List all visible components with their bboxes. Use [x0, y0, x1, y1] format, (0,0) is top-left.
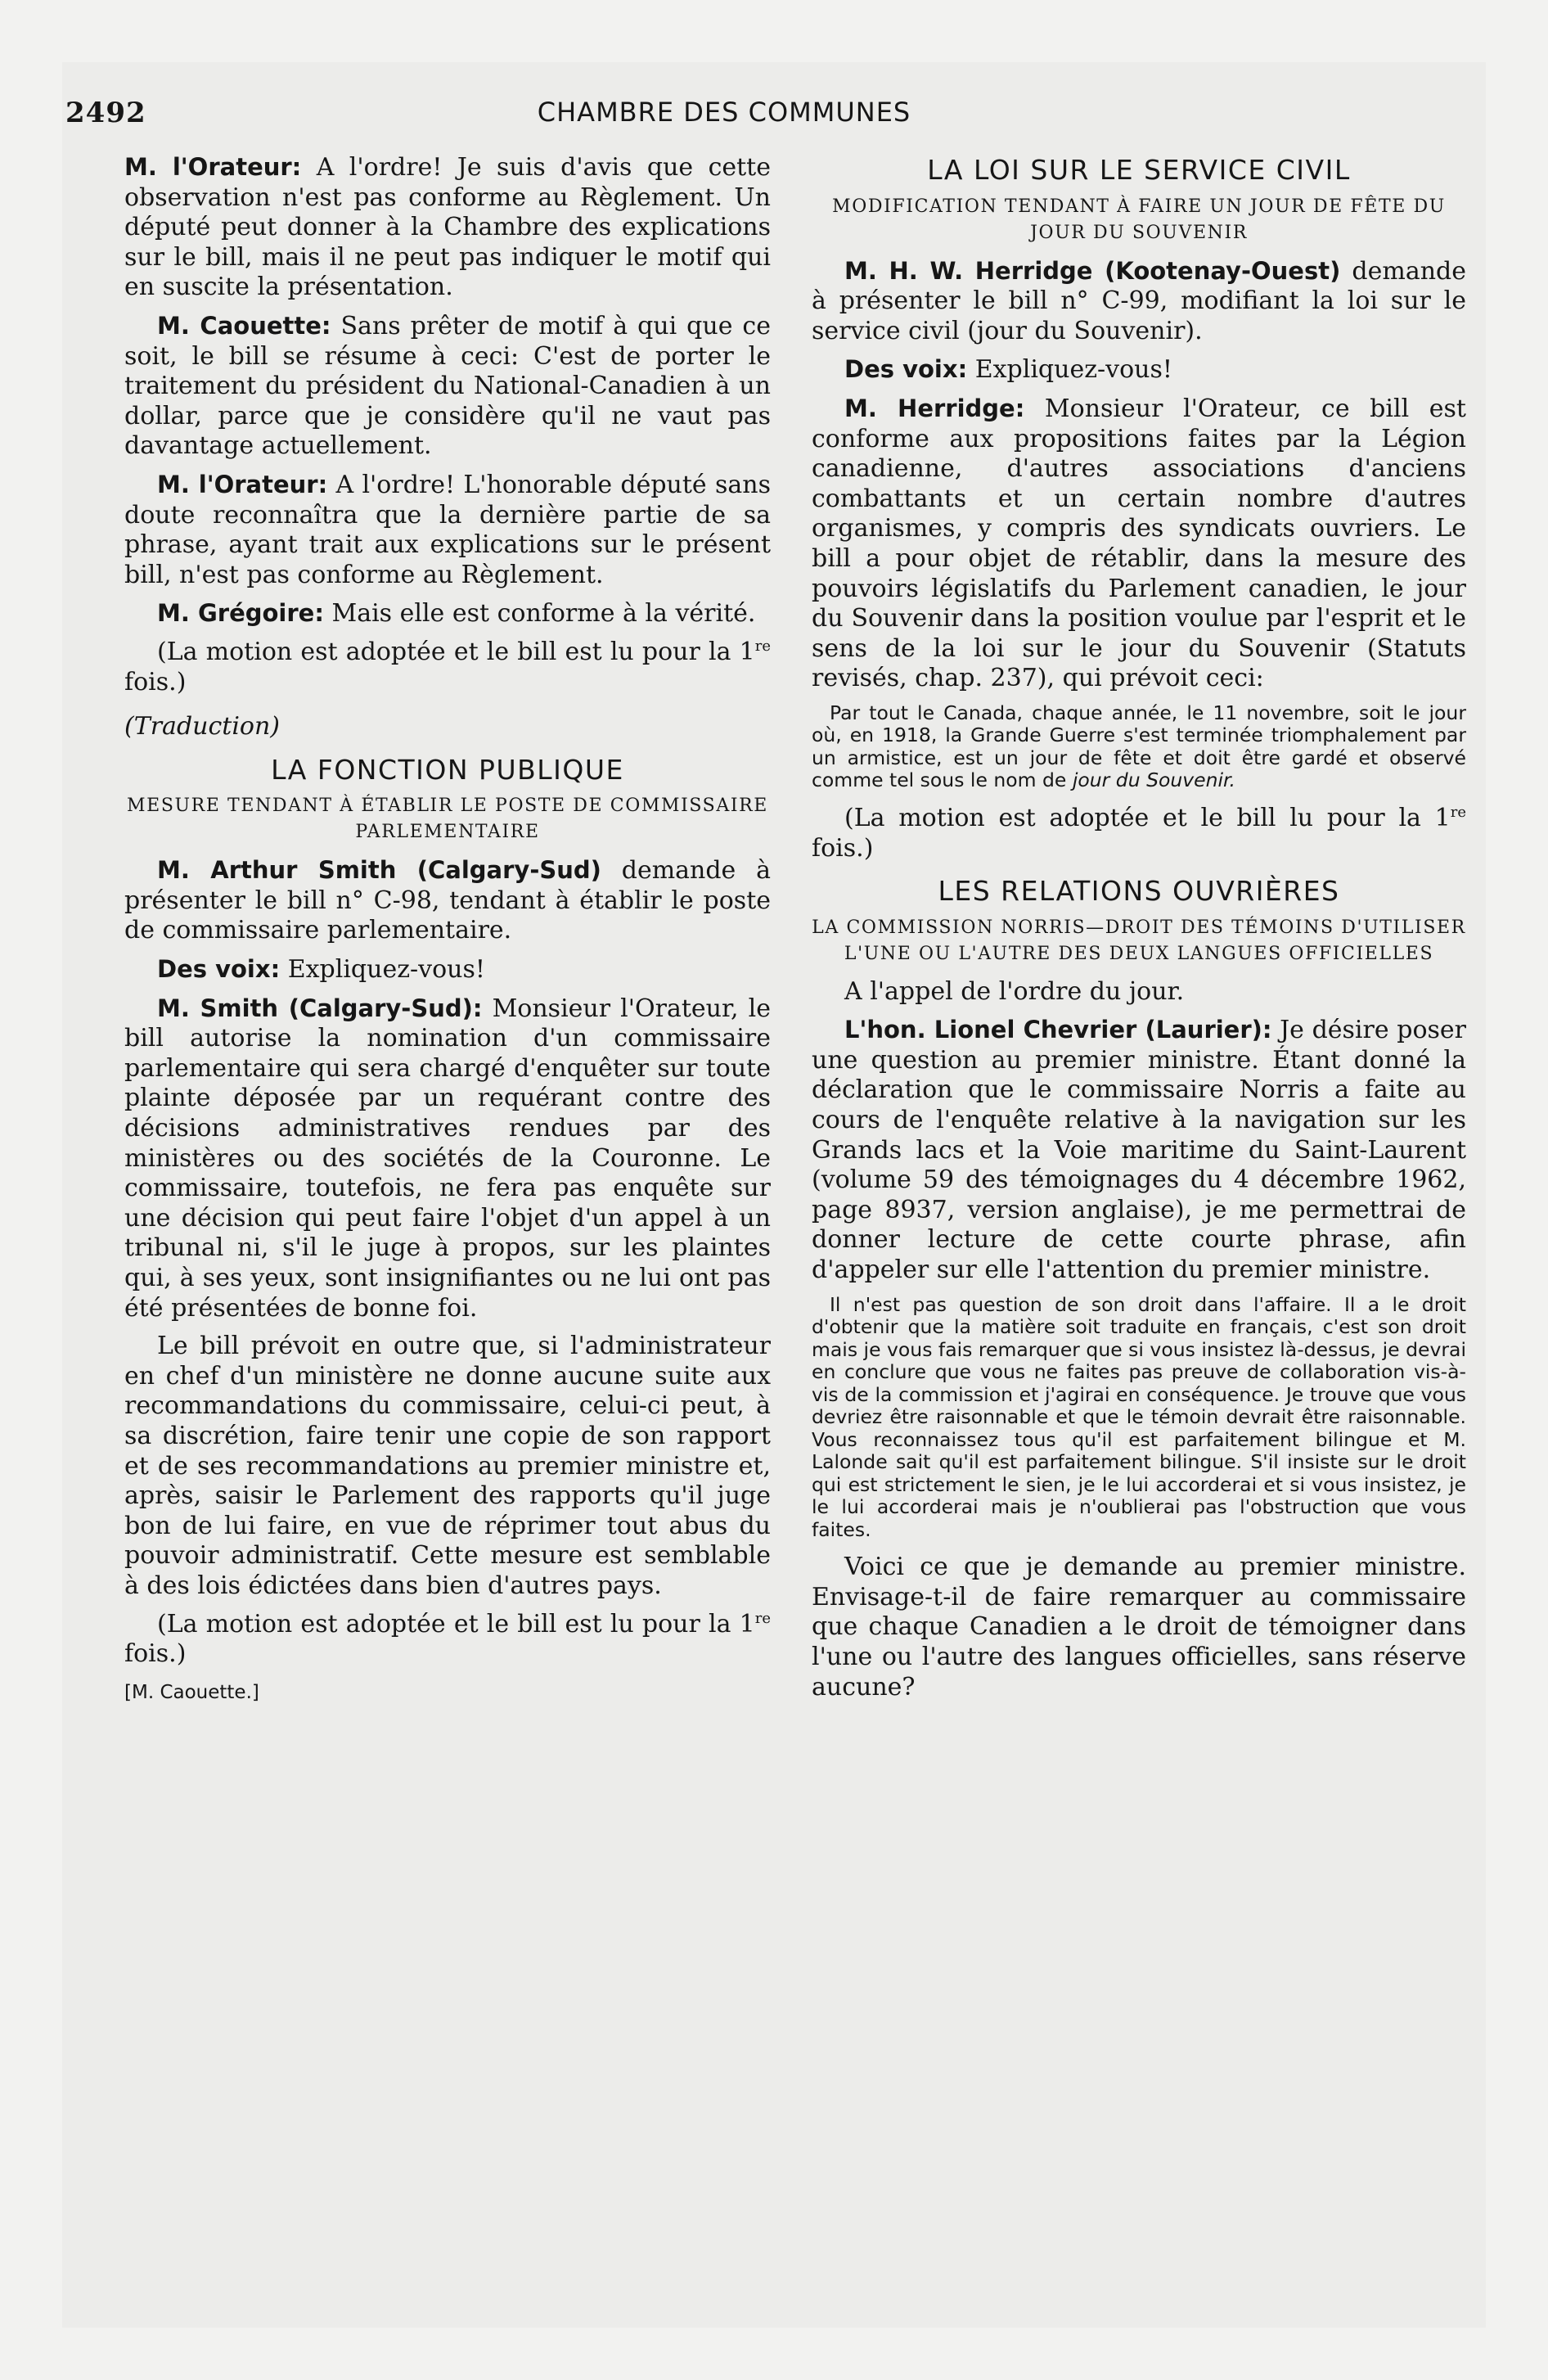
paragraph: [124, 994, 771, 1324]
quote-text: [812, 702, 1466, 792]
speech-text: demande à présenter le bill n° C-99, modifiant la loi sur le service civil (jour du Souvenir).: [812, 256, 1467, 345]
journal-title: CHAMBRE DES COMMUNES: [537, 97, 911, 128]
speaker-name: M. Grégoire:: [157, 599, 324, 628]
motion-text-end: fois.): [124, 667, 187, 696]
speech-text: Monsieur l'Orateur, ce bill est conforme aux propositions faites par la Légion canadienne, d'autres associations d'anciens combattants et un certain nombre d'autres organismes, y compris des syndicats ouvriers. Le bill a pour objet de rétablir, dans la mesure des pouvoirs législatifs du Parlement canadien, le jour du Souvenir dans la position voulue par l'esprit et le sens de la loi sur le jour du Souvenir (Statuts revisés, chap. 237), qui prévoit ceci:: [812, 394, 1466, 693]
quoted-testimony: [812, 1294, 1466, 1542]
speaker-name: Des voix:: [157, 955, 281, 984]
paragraph: [812, 256, 1466, 347]
translation-note: (Traduction): [124, 712, 281, 741]
speech-text: demande à présenter le bill n° C-98, tendant à établir le poste de commissaire parlementaire.: [124, 856, 772, 945]
right-column: [812, 152, 1466, 1711]
motion-text: (La motion est adoptée et le bill est lu pour la 1: [157, 1609, 755, 1639]
paragraph: [124, 855, 771, 946]
speaker-name: M. Caouette:: [157, 311, 331, 340]
section-heading: LA FONCTION PUBLIQUE: [271, 753, 624, 786]
section-subheading: MODIFICATION TENDANT À FAIRE UN JOUR DE FÊTE DU JOUR DU SOUVENIR: [832, 196, 1446, 243]
paragraph: [124, 954, 771, 985]
paragraph: [812, 1015, 1466, 1285]
speaker-name: Des voix:: [844, 355, 968, 384]
quoted-statute: [812, 702, 1466, 792]
speech-text: Expliquez-vous!: [967, 355, 1172, 385]
motion-text: (La motion est adoptée et le bill lu pour la 1: [844, 803, 1451, 832]
paragraph: [124, 598, 771, 629]
speaker-name: M. l'Orateur:: [124, 153, 302, 181]
motion-text-end: fois.): [124, 1639, 187, 1669]
motion-note: [124, 1610, 771, 1670]
speech-text: Sans prêter de motif à qui que ce soit, le bill se résume à ceci: C'est de porter le traitement du président du National-Canadien à un dollar, parce que je considère qu'il ne vaut pas davantage actuellement.: [124, 311, 771, 461]
ordinal-suffix: re: [1450, 803, 1466, 821]
speaker-name: L'hon. Lionel Chevrier (Laurier):: [844, 1016, 1272, 1044]
speaker-name: M. Arthur Smith (Calgary-Sud): [157, 856, 601, 885]
quote-text-body: Par tout le Canada, chaque année, le 11 novembre, soit le jour où, en 1918, la Grande Guerre s'est terminée triomphalement par un armistice, est un jour de fête et doit être gardé et observé comme tel sous le nom de: [812, 701, 1466, 792]
speaker-name: M. Smith (Calgary-Sud):: [157, 994, 483, 1022]
motion-note: [124, 638, 771, 697]
motion-text-end: fois.): [812, 833, 874, 863]
speech-text: Mais elle est conforme à la vérité.: [323, 599, 756, 629]
speech-text: Je désire poser une question au premier ministre. Étant donné la déclaration que le commissaire Norris a faite au cours de l'enquête relative à la navigation sur les Grands lacs et la Voie maritime du Saint-Laurent (volume 59 des témoignages du 4 décembre 1962, page 8937, version anglaise), je me permettrai de donner lecture de cette courte phrase, afin d'appeler sur elle l'attention du premier ministre.: [812, 1016, 1467, 1285]
speech-text: Expliquez-vous!: [280, 955, 485, 985]
page-number: 2492: [65, 97, 146, 129]
speech-text: Monsieur l'Orateur, le bill autorise la nomination d'un commissaire parlementaire qui sera chargé d'enquêter sur toute plainte déposée par un requérant contre des décisions administratives rendues par des ministères ou des sociétés de la Couronne. Le commissaire, toutefois, ne fera pas enquête sur une décision qui peut faire l'objet d'un appel à un tribunal ni, s'il le juge à propos, sur les plaintes qui, à ses yeux, sont insignifiantes ou ne lui ont pas été présentées de bonne foi.: [124, 994, 771, 1323]
left-column: [124, 152, 771, 1707]
quote-text: Il n'est pas question de son droit dans l'affaire. Il a le droit d'obtenir que la matière soit traduite en français, c'est son droit mais je vous fais remarquer que si vous insistez là-dessus, je devrai en conclure que vous ne faites pas preuve de collaboration vis-à-vis de la commission et j'agirai en conséquence. Je trouve que vous devriez être raisonnable et que le témoin devrait être raisonnable. Vous reconnaissez tous qu'il est parfaitement bilingue et M. Lalonde sait qu'il est parfaitement bilingue. S'il insiste sur le droit qui est strictement le sien, je le lui accorderai et si vous insistez, je le lui accorderai mais je n'oublierai pas l'obstruction que vous faites.: [812, 1292, 1466, 1541]
paragraph: [812, 394, 1466, 694]
ordinal-suffix: re: [754, 637, 771, 655]
paragraph: [124, 470, 771, 590]
speaker-name: M. H. W. Herridge (Kootenay-Ouest): [844, 256, 1341, 285]
quote-text-italic: jour du Souvenir.: [1072, 769, 1236, 792]
header-band: [65, 92, 1383, 141]
paragraph: Le bill prévoit en outre que, si l'administrateur en chef d'un ministère ne donne aucune suite aux recommandations du commissaire, celui-ci peut, à sa discrétion, faire tenir une copie de son rapport et de ses recommandations au premier ministre et, après, saisir le Parlement des rapports qu'il juge bon de lui faire, en vue de réprimer tout abus du pouvoir administratif. Cette mesure est semblable à des lois édictées dans bien d'autres pays.: [124, 1332, 771, 1600]
paragraph: [124, 152, 771, 303]
section-heading: LA LOI SUR LE SERVICE CIVIL: [927, 154, 1351, 186]
paragraph: [124, 311, 771, 462]
speech-text: A l'ordre! Je suis d'avis que cette observation n'est pas conforme au Règlement. Un député peut donner à la Chambre des explications sur le bill, mais il ne peut pas indiquer le motif qui en suscite la présentation.: [124, 153, 771, 302]
speech-text: A l'ordre! L'honorable député sans doute reconnaîtra que la dernière partie de sa phrase, ayant trait aux explications sur le présent bill, n'est pas conforme au Règlement.: [124, 470, 772, 589]
motion-text: (La motion est adoptée et le bill est lu pour la 1: [157, 637, 755, 666]
paragraph: Voici ce que je demande au premier ministre. Envisage-t-il de faire remarquer au commissaire que chaque Canadien a le droit de témoigner dans l'une ou l'autre des langues officielles, sans réserve aucune?: [812, 1553, 1466, 1702]
speaker-reference: [M. Caouette.]: [124, 1681, 259, 1703]
section-subheading: MESURE TENDANT À ÉTABLIR LE POSTE DE COMMISSAIRE PARLEMENTAIRE: [127, 796, 768, 843]
section-subheading: LA COMMISSION NORRIS—DROIT DES TÉMOINS D'UTILISER L'UNE OU L'AUTRE DES DEUX LANGUES OFFICIELLES: [812, 917, 1466, 964]
ordinal-suffix: re: [754, 1609, 771, 1627]
speaker-name: M. l'Orateur:: [157, 470, 328, 498]
speaker-name: M. Herridge:: [844, 394, 1025, 422]
paragraph: [812, 354, 1466, 385]
section-heading: LES RELATIONS OUVRIÈRES: [938, 875, 1340, 908]
motion-note: [812, 804, 1466, 863]
paragraph: A l'appel de l'ordre du jour.: [844, 976, 1185, 1006]
